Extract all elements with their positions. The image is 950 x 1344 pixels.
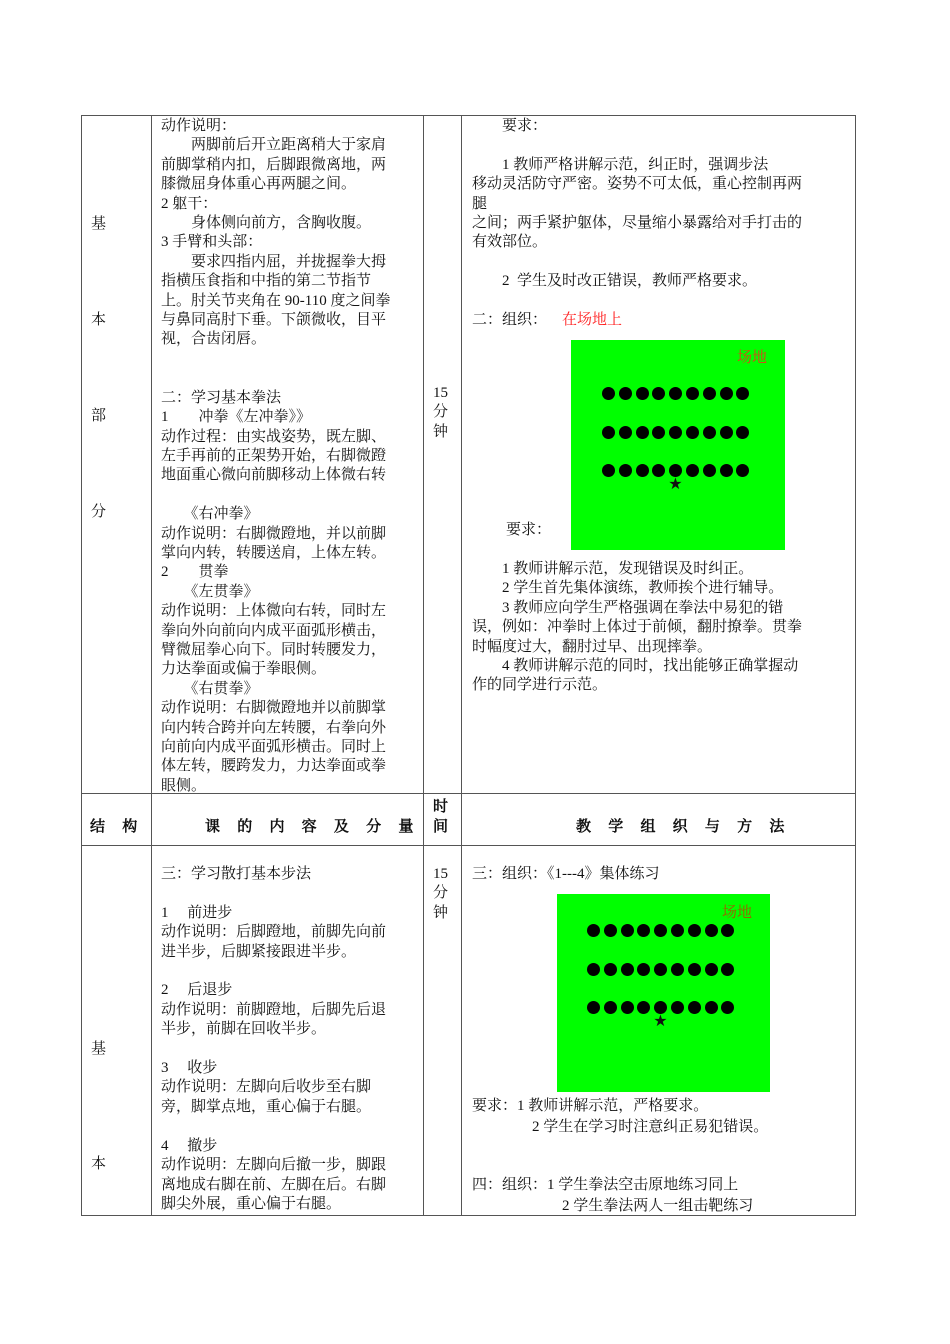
- student-dot: [602, 464, 615, 477]
- student-dot: [736, 464, 749, 477]
- time-2: 15 分 钟: [433, 866, 449, 921]
- student-dot: [637, 924, 650, 937]
- student-dot: [604, 924, 617, 937]
- org-3: 三：组织：《1---4》集体练习: [472, 866, 660, 882]
- org-4: 四：组织：1 学生拳法空击原地练习同上 2 学生拳法两人一组击靶练习: [472, 1177, 754, 1214]
- student-dot: [721, 1001, 734, 1014]
- field-diagram: [571, 340, 785, 550]
- student-dot: [652, 464, 665, 477]
- student-dot: [720, 464, 733, 477]
- structure-label-char: 基: [91, 1041, 107, 1057]
- student-dot: [720, 387, 733, 400]
- student-dot: [604, 1001, 617, 1014]
- header-content: 课 的 内 容 及 分 量: [205, 817, 420, 835]
- student-dot: [671, 1001, 684, 1014]
- col-divider: [423, 115, 424, 1216]
- student-dot: [686, 426, 699, 439]
- structure-label-char: 基: [91, 216, 107, 232]
- teacher-star-icon: ★: [668, 476, 683, 493]
- student-dot: [636, 426, 649, 439]
- header-structure: 结 构: [90, 817, 144, 835]
- student-dot: [637, 1001, 650, 1014]
- student-dot: [703, 464, 716, 477]
- org-place: 在场地上: [562, 312, 623, 328]
- student-dot: [619, 387, 632, 400]
- student-dot: [720, 426, 733, 439]
- teacher-star-icon: ★: [653, 1013, 668, 1030]
- structure-label-char: 分: [91, 504, 107, 520]
- student-dot: [604, 963, 617, 976]
- student-dot: [621, 924, 634, 937]
- org-label-1: [472, 311, 622, 330]
- student-dot: [602, 387, 615, 400]
- student-dot: [587, 963, 600, 976]
- field-label: 场地: [721, 905, 752, 921]
- student-dot: [652, 426, 665, 439]
- lesson-content-2: 三：学习散打基本步法 1 前进步 动作说明：后脚蹬地，前脚先向前 进半步，后脚紧接跟进半步。 2 后退步 动作说明：前脚蹬地，后脚先后退 半步，前脚在回收半步。 3 收步 动作说明：左脚向后收步至右脚 旁，脚掌点地，重心偏于右腿。 4 撤步 动作说明：左脚向后撤一步，脚跟 离地成右脚在前、左脚在后。右脚 脚尖外展，重心偏于右腿。: [161, 866, 387, 1212]
- student-dot: [703, 387, 716, 400]
- structure-label-char: 部: [91, 408, 107, 424]
- field-label: 场地: [736, 350, 767, 366]
- student-dot: [587, 1001, 600, 1014]
- student-dot: [705, 963, 718, 976]
- student-dot: [621, 1001, 634, 1014]
- col-divider: [151, 115, 152, 1216]
- student-dot: [721, 924, 734, 937]
- student-dot: [587, 924, 600, 937]
- method-requirements-1: 要求： 1 教师严格讲解示范，纠正时，强调步法 移动灵活防守严密。姿势不可太低，重心控制再两 腿 之间；两手紧护躯体，尽量缩小暴露给对手打击的 有效部位。 2 学生及时改正错误，教师严格要求。: [472, 118, 803, 290]
- student-dot: [621, 963, 634, 976]
- student-dot: [637, 963, 650, 976]
- student-dot: [636, 387, 649, 400]
- requirements-label: 要求：: [506, 522, 552, 538]
- student-dot: [669, 387, 682, 400]
- lesson-content-1: 动作说明： 两脚前后开立距离稍大于家肩 前脚掌稍内扣，后脚跟微离地，两 膝微屈身体重心再两腿之间。 2 躯干： 身体侧向前方，含胸收腹。 3 手臂和头部： 要求四指内屈，并拢握拳大拇 指横压食指和中指的第二节指节 上。肘关节夹角在 90-110 度之间拳 与鼻同高肘下垂。下颌微收，目平 视，合齿闭唇。 二：学习基本拳法 1 冲拳《左冲拳》》 动作过程：由实战姿势，既左脚、 左手再前的正架势开始，右脚微蹬 地面重心微向前脚移动上体微右转 《右冲拳》 动作说明：右脚微蹬地，并以前脚 掌向内转，转腰送肩，上体左转。 2 贯拳 《左贯拳》 动作说明：上体微向右转，同时左 拳向外向前向内成平面弧形横击， 臂微屈拳心向下。同时转腰发力， 力达拳面或偏于拳眼侧。 《右贯拳》 动作说明：右脚微蹬地并以前脚掌 向内转合跨并向左转腰，右拳向外 向前向内成平面弧形横击。同时上 体左转，腰跨发力，力达拳面或拳 眼侧。: [161, 118, 391, 794]
- student-dot: [686, 464, 699, 477]
- student-dot: [654, 924, 667, 937]
- student-dot: [686, 387, 699, 400]
- student-dot: [721, 963, 734, 976]
- student-dot: [703, 426, 716, 439]
- student-dot: [688, 1001, 701, 1014]
- requirements-3: 要求：1 教师讲解示范，严格要求。 2 学生在学习时注意纠正易犯错误。: [472, 1098, 769, 1135]
- structure-label-char: 本: [91, 1156, 107, 1172]
- row-divider: [81, 845, 856, 846]
- student-dot: [619, 426, 632, 439]
- header-time: 时 间: [433, 797, 455, 835]
- student-dot: [619, 464, 632, 477]
- student-dot: [654, 963, 667, 976]
- student-dot: [688, 963, 701, 976]
- student-dot: [652, 387, 665, 400]
- student-dot: [705, 924, 718, 937]
- time-1: 15 分 钟: [433, 385, 449, 440]
- col-divider: [461, 115, 462, 1216]
- org-label: 二：组织：: [472, 312, 540, 328]
- student-dot: [736, 387, 749, 400]
- student-dot: [671, 924, 684, 937]
- student-dot: [671, 963, 684, 976]
- field-diagram: [557, 894, 770, 1092]
- student-dot: [636, 464, 649, 477]
- student-dot: [736, 426, 749, 439]
- student-dot: [705, 1001, 718, 1014]
- student-dot: [602, 426, 615, 439]
- student-dot: [688, 924, 701, 937]
- method-requirements-2: 1 教师讲解示范，发现错误及时纠正。 2 学生首先集体演练，教师挨个进行辅导。 3 教师应向学生严格强调在拳法中易犯的错 误，例如：冲拳时上体过于前倾，翻肘撩拳。贯拳 时幅度过大，翻肘过早、出现摔拳。 4 教师讲解示范的同时，找出能够正确掌握动 作的同学进行示范。: [472, 561, 803, 694]
- student-dot: [669, 426, 682, 439]
- header-method: 教 学 组 织 与 方 法: [576, 817, 791, 835]
- structure-label-char: 本: [91, 312, 107, 328]
